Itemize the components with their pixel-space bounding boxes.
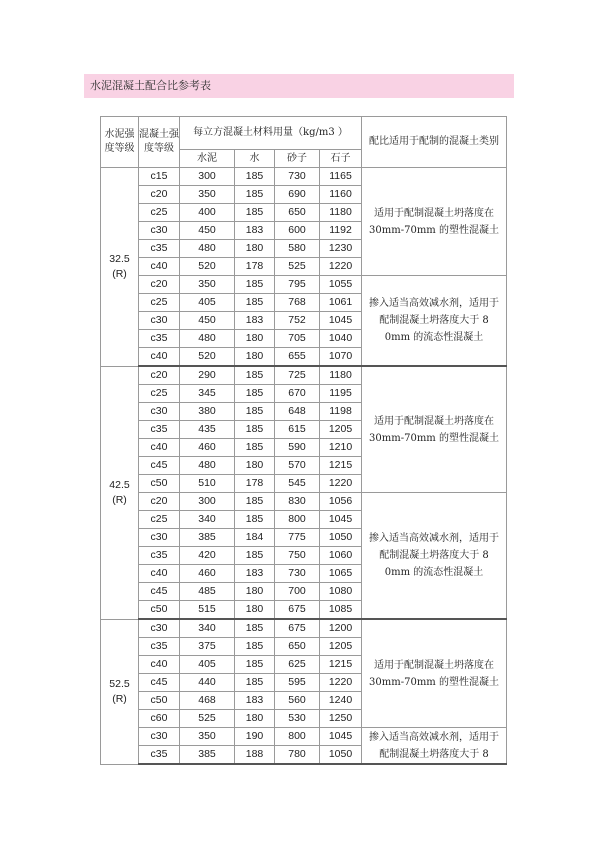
cement-cell: 460 — [180, 565, 235, 583]
cement-cell: 345 — [180, 385, 235, 403]
sand-cell: 800 — [275, 728, 320, 746]
cement-cell: 480 — [180, 240, 235, 258]
stone-cell: 1220 — [320, 258, 362, 276]
sand-cell: 625 — [275, 656, 320, 674]
applicable-description: 掺入适当高效减水剂，适用于配制混凝土坍落度大于 8 — [362, 728, 507, 765]
sand-cell: 750 — [275, 547, 320, 565]
sand-cell: 655 — [275, 348, 320, 367]
cement-cell: 300 — [180, 168, 235, 186]
sand-cell: 780 — [275, 746, 320, 765]
header-stone: 石子 — [320, 150, 362, 168]
stone-cell: 1065 — [320, 565, 362, 583]
stone-cell: 1192 — [320, 222, 362, 240]
table-row — [101, 366, 507, 385]
table-title: 水泥混凝土配合比参考表 — [84, 74, 514, 98]
cement-cell: 405 — [180, 294, 235, 312]
water-cell: 180 — [235, 348, 275, 367]
water-cell: 180 — [235, 330, 275, 348]
stone-cell: 1060 — [320, 547, 362, 565]
water-cell: 183 — [235, 222, 275, 240]
stone-cell: 1050 — [320, 529, 362, 547]
sand-cell: 670 — [275, 385, 320, 403]
cement-cell: 380 — [180, 403, 235, 421]
water-cell: 185 — [235, 385, 275, 403]
cement-cell: 350 — [180, 728, 235, 746]
cement-cell: 480 — [180, 330, 235, 348]
water-cell: 185 — [235, 439, 275, 457]
strength-cell: c20 — [139, 186, 180, 204]
water-cell: 180 — [235, 457, 275, 475]
strength-cell: c30 — [139, 222, 180, 240]
cement-cell: 385 — [180, 529, 235, 547]
strength-cell: c30 — [139, 529, 180, 547]
cement-cell: 450 — [180, 222, 235, 240]
sand-cell: 675 — [275, 619, 320, 638]
sand-cell: 615 — [275, 421, 320, 439]
strength-cell: c25 — [139, 294, 180, 312]
stone-cell: 1250 — [320, 710, 362, 728]
sand-cell: 690 — [275, 186, 320, 204]
water-cell: 185 — [235, 421, 275, 439]
sand-cell: 650 — [275, 638, 320, 656]
water-cell: 185 — [235, 403, 275, 421]
stone-cell: 1056 — [320, 493, 362, 511]
table-row — [101, 728, 507, 746]
strength-cell: c45 — [139, 583, 180, 601]
sand-cell: 705 — [275, 330, 320, 348]
sand-cell: 595 — [275, 674, 320, 692]
stone-cell: 1210 — [320, 439, 362, 457]
sand-cell: 830 — [275, 493, 320, 511]
stone-cell: 1220 — [320, 674, 362, 692]
sand-cell: 800 — [275, 511, 320, 529]
strength-cell: c35 — [139, 240, 180, 258]
water-cell: 185 — [235, 294, 275, 312]
strength-cell: c40 — [139, 565, 180, 583]
water-cell: 188 — [235, 746, 275, 765]
cement-cell: 375 — [180, 638, 235, 656]
applicable-description: 掺入适当高效减水剂，适用于配制混凝土坍落度大于 8 0mm 的流态性混凝土 — [362, 493, 507, 620]
water-cell: 180 — [235, 240, 275, 258]
cement-cell: 440 — [180, 674, 235, 692]
strength-cell: c30 — [139, 619, 180, 638]
cement-cell: 340 — [180, 619, 235, 638]
stone-cell: 1080 — [320, 583, 362, 601]
header-cement-grade: 水泥强度等级 — [101, 117, 139, 168]
stone-cell: 1045 — [320, 728, 362, 746]
cement-cell: 350 — [180, 276, 235, 294]
cement-cell: 480 — [180, 457, 235, 475]
water-cell: 185 — [235, 276, 275, 294]
cement-cell: 400 — [180, 204, 235, 222]
strength-cell: c60 — [139, 710, 180, 728]
water-cell: 183 — [235, 565, 275, 583]
strength-cell: c40 — [139, 439, 180, 457]
cement-cell: 420 — [180, 547, 235, 565]
water-cell: 184 — [235, 529, 275, 547]
strength-cell: c35 — [139, 421, 180, 439]
strength-cell: c30 — [139, 728, 180, 746]
cement-grade-cell: 42.5 (R) — [101, 366, 139, 619]
sand-cell: 648 — [275, 403, 320, 421]
water-cell: 178 — [235, 475, 275, 493]
applicable-description: 适用于配制混凝土坍落度在30mm-70mm 的塑性混凝土 — [362, 366, 507, 493]
strength-cell: c45 — [139, 674, 180, 692]
header-concrete-grade: 混凝土强度等级 — [139, 117, 180, 168]
applicable-description: 适用于配制混凝土坍落度在30mm-70mm 的塑性混凝土 — [362, 619, 507, 728]
header-sand: 砂子 — [275, 150, 320, 168]
cement-grade-cell: 32.5 (R) — [101, 168, 139, 367]
cement-cell: 405 — [180, 656, 235, 674]
stone-cell: 1050 — [320, 746, 362, 765]
sand-cell: 700 — [275, 583, 320, 601]
sand-cell: 768 — [275, 294, 320, 312]
stone-cell: 1215 — [320, 656, 362, 674]
cement-cell: 300 — [180, 493, 235, 511]
sand-cell: 650 — [275, 204, 320, 222]
stone-cell: 1070 — [320, 348, 362, 367]
strength-cell: c25 — [139, 385, 180, 403]
water-cell: 183 — [235, 312, 275, 330]
sand-cell: 560 — [275, 692, 320, 710]
stone-cell: 1205 — [320, 421, 362, 439]
table-row — [101, 168, 507, 186]
header-cement: 水泥 — [180, 150, 235, 168]
water-cell: 190 — [235, 728, 275, 746]
water-cell: 180 — [235, 601, 275, 620]
sand-cell: 775 — [275, 529, 320, 547]
sand-cell: 730 — [275, 168, 320, 186]
stone-cell: 1198 — [320, 403, 362, 421]
stone-cell: 1085 — [320, 601, 362, 620]
strength-cell: c40 — [139, 656, 180, 674]
strength-cell: c50 — [139, 601, 180, 620]
strength-cell: c35 — [139, 547, 180, 565]
water-cell: 185 — [235, 511, 275, 529]
strength-cell: c40 — [139, 348, 180, 367]
cement-cell: 435 — [180, 421, 235, 439]
strength-cell: c35 — [139, 638, 180, 656]
water-cell: 185 — [235, 204, 275, 222]
cement-cell: 350 — [180, 186, 235, 204]
strength-cell: c20 — [139, 366, 180, 385]
water-cell: 185 — [235, 547, 275, 565]
cement-cell: 515 — [180, 601, 235, 620]
header-material-usage: 每立方混凝土材料用量（kg/m3 ） — [180, 117, 362, 150]
mix-ratio-table — [100, 116, 507, 765]
cement-cell: 520 — [180, 348, 235, 367]
water-cell: 180 — [235, 710, 275, 728]
cement-cell: 450 — [180, 312, 235, 330]
sand-cell: 530 — [275, 710, 320, 728]
stone-cell: 1055 — [320, 276, 362, 294]
water-cell: 185 — [235, 656, 275, 674]
stone-cell: 1160 — [320, 186, 362, 204]
strength-cell: c25 — [139, 511, 180, 529]
cement-cell: 468 — [180, 692, 235, 710]
stone-cell: 1230 — [320, 240, 362, 258]
header-applicable-type: 配比适用于配制的混凝土类别 — [362, 117, 507, 168]
stone-cell: 1220 — [320, 475, 362, 493]
sand-cell: 580 — [275, 240, 320, 258]
cement-cell: 385 — [180, 746, 235, 765]
stone-cell: 1200 — [320, 619, 362, 638]
stone-cell: 1165 — [320, 168, 362, 186]
strength-cell: c40 — [139, 258, 180, 276]
strength-cell: c25 — [139, 204, 180, 222]
stone-cell: 1180 — [320, 204, 362, 222]
stone-cell: 1195 — [320, 385, 362, 403]
cement-cell: 460 — [180, 439, 235, 457]
water-cell: 185 — [235, 493, 275, 511]
water-cell: 185 — [235, 168, 275, 186]
water-cell: 185 — [235, 366, 275, 385]
stone-cell: 1215 — [320, 457, 362, 475]
applicable-description: 适用于配制混凝土坍落度在30mm-70mm 的塑性混凝土 — [362, 168, 507, 276]
sand-cell: 675 — [275, 601, 320, 620]
stone-cell: 1240 — [320, 692, 362, 710]
header-water: 水 — [235, 150, 275, 168]
sand-cell: 600 — [275, 222, 320, 240]
stone-cell: 1061 — [320, 294, 362, 312]
cement-grade-cell: 52.5 (R) — [101, 619, 139, 764]
cement-cell: 510 — [180, 475, 235, 493]
strength-cell: c35 — [139, 330, 180, 348]
strength-cell: c30 — [139, 403, 180, 421]
sand-cell: 730 — [275, 565, 320, 583]
stone-cell: 1045 — [320, 312, 362, 330]
strength-cell: c20 — [139, 276, 180, 294]
strength-cell: c35 — [139, 746, 180, 765]
sand-cell: 545 — [275, 475, 320, 493]
table-row — [101, 493, 507, 511]
sand-cell: 752 — [275, 312, 320, 330]
sand-cell: 795 — [275, 276, 320, 294]
sand-cell: 570 — [275, 457, 320, 475]
cement-cell: 485 — [180, 583, 235, 601]
water-cell: 185 — [235, 186, 275, 204]
strength-cell: c20 — [139, 493, 180, 511]
strength-cell: c30 — [139, 312, 180, 330]
strength-cell: c15 — [139, 168, 180, 186]
sand-cell: 525 — [275, 258, 320, 276]
sand-cell: 590 — [275, 439, 320, 457]
applicable-description: 掺入适当高效减水剂，适用于配制混凝土坍落度大于 8 0mm 的流态性混凝土 — [362, 276, 507, 367]
table-row — [101, 619, 507, 638]
strength-cell: c50 — [139, 475, 180, 493]
water-cell: 178 — [235, 258, 275, 276]
stone-cell: 1045 — [320, 511, 362, 529]
cement-cell: 290 — [180, 366, 235, 385]
cement-cell: 340 — [180, 511, 235, 529]
water-cell: 180 — [235, 583, 275, 601]
water-cell: 183 — [235, 692, 275, 710]
water-cell: 185 — [235, 619, 275, 638]
water-cell: 185 — [235, 638, 275, 656]
stone-cell: 1205 — [320, 638, 362, 656]
strength-cell: c50 — [139, 692, 180, 710]
stone-cell: 1040 — [320, 330, 362, 348]
cement-cell: 520 — [180, 258, 235, 276]
strength-cell: c45 — [139, 457, 180, 475]
sand-cell: 725 — [275, 366, 320, 385]
cement-cell: 525 — [180, 710, 235, 728]
stone-cell: 1180 — [320, 366, 362, 385]
water-cell: 185 — [235, 674, 275, 692]
table-row — [101, 276, 507, 294]
